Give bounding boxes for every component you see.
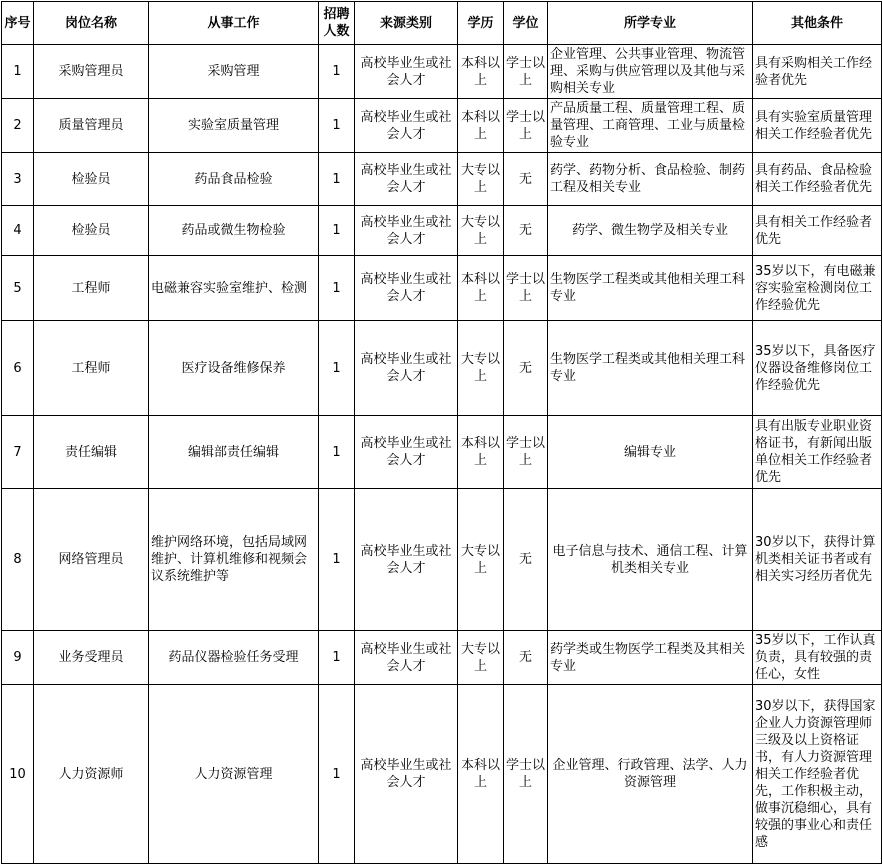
cell-education: 大专以上: [458, 153, 504, 206]
cell-count: 1: [319, 45, 355, 99]
cell-count: 1: [319, 206, 355, 256]
table-row: [2, 153, 882, 206]
cell-index: 8: [2, 489, 34, 631]
cell-other: 35岁以下，具备医疗仪器设备维修岗位工作经验优先: [753, 321, 882, 416]
cell-education: 大专以上: [458, 489, 504, 631]
cell-source: 高校毕业生或社会人才: [355, 685, 458, 864]
cell-major: 药学类或生物医学工程类及其相关专业: [548, 631, 753, 685]
cell-major: 企业管理、公共事业管理、物流管理、采购与供应管理以及其他与采购相关专业: [548, 45, 753, 99]
cell-source: 高校毕业生或社会人才: [355, 256, 458, 321]
header-cell-degree: 学位: [504, 2, 548, 45]
cell-position: 采购管理员: [34, 45, 149, 99]
cell-position: 责任编辑: [34, 416, 149, 489]
cell-index: 7: [2, 416, 34, 489]
cell-count: 1: [319, 685, 355, 864]
cell-work: 人力资源管理: [149, 685, 319, 864]
cell-index: 6: [2, 321, 34, 416]
cell-index: 9: [2, 631, 34, 685]
cell-index: 3: [2, 153, 34, 206]
table-row: [2, 256, 882, 321]
cell-index: 1: [2, 45, 34, 99]
cell-other: 35岁以下，有电磁兼容实验室检测岗位工作经验优先: [753, 256, 882, 321]
header-cell-source: 来源类别: [355, 2, 458, 45]
header-cell-index: 序号: [2, 2, 34, 45]
table-row: [2, 685, 882, 864]
cell-degree: 学士以上: [504, 99, 548, 153]
cell-source: 高校毕业生或社会人才: [355, 321, 458, 416]
cell-major: 生物医学工程类或其他相关理工科专业: [548, 321, 753, 416]
cell-education: 本科以上: [458, 256, 504, 321]
cell-source: 高校毕业生或社会人才: [355, 416, 458, 489]
cell-work: 医疗设备维修保养: [149, 321, 319, 416]
cell-degree: 无: [504, 631, 548, 685]
cell-source: 高校毕业生或社会人才: [355, 631, 458, 685]
header-cell-education: 学历: [458, 2, 504, 45]
cell-education: 本科以上: [458, 416, 504, 489]
header-cell-count: 招聘人数: [319, 2, 355, 45]
cell-work: 药品或微生物检验: [149, 206, 319, 256]
cell-other: 30岁以下，获得计算机类相关证书者或有相关实习经历者优先: [753, 489, 882, 631]
cell-index: 2: [2, 99, 34, 153]
header-cell-other: 其他条件: [753, 2, 882, 45]
cell-major: 生物医学工程类或其他相关理工科专业: [548, 256, 753, 321]
cell-other: 具有相关工作经验者优先: [753, 206, 882, 256]
cell-other: 35岁以下，工作认真负责，具有较强的责任心，女性: [753, 631, 882, 685]
cell-count: 1: [319, 631, 355, 685]
cell-other: 具有采购相关工作经验者优先: [753, 45, 882, 99]
cell-count: 1: [319, 99, 355, 153]
table-row: [2, 99, 882, 153]
cell-major: 产品质量工程、质量管理工程、质量管理、工商管理、工业与质量检验专业: [548, 99, 753, 153]
cell-degree: 无: [504, 153, 548, 206]
cell-source: 高校毕业生或社会人才: [355, 489, 458, 631]
cell-degree: 学士以上: [504, 685, 548, 864]
cell-major: 药学、药物分析、食品检验、制药工程及相关专业: [548, 153, 753, 206]
cell-work: 电磁兼容实验室维护、检测: [149, 256, 319, 321]
cell-work: 药品食品检验: [149, 153, 319, 206]
cell-education: 本科以上: [458, 685, 504, 864]
cell-position: 业务受理员: [34, 631, 149, 685]
cell-source: 高校毕业生或社会人才: [355, 99, 458, 153]
cell-count: 1: [319, 416, 355, 489]
cell-position: 工程师: [34, 321, 149, 416]
cell-degree: 无: [504, 206, 548, 256]
header-row: [2, 2, 882, 45]
cell-index: 10: [2, 685, 34, 864]
table-row: [2, 416, 882, 489]
table-row: [2, 45, 882, 99]
cell-education: 大专以上: [458, 206, 504, 256]
cell-major: 编辑专业: [548, 416, 753, 489]
cell-work: 维护网络环境，包括局域网维护、计算机维修和视频会议系统维护等: [149, 489, 319, 631]
cell-education: 本科以上: [458, 99, 504, 153]
cell-other: 30岁以下，获得国家企业人力资源管理师三级及以上资格证书，有人力资源管理相关工作经验者优先，工作积极主动，做事沉稳细心，具有较强的事业心和责任感: [753, 685, 882, 864]
cell-position: 人力资源师: [34, 685, 149, 864]
cell-position: 检验员: [34, 206, 149, 256]
cell-education: 大专以上: [458, 631, 504, 685]
cell-work: 药品仪器检验任务受理: [149, 631, 319, 685]
cell-count: 1: [319, 153, 355, 206]
cell-work: 实验室质量管理: [149, 99, 319, 153]
cell-major: 企业管理、行政管理、法学、人力资源管理: [548, 685, 753, 864]
cell-work: 编辑部责任编辑: [149, 416, 319, 489]
cell-index: 4: [2, 206, 34, 256]
cell-position: 检验员: [34, 153, 149, 206]
cell-source: 高校毕业生或社会人才: [355, 206, 458, 256]
header-cell-work: 从事工作: [149, 2, 319, 45]
table-row: [2, 631, 882, 685]
cell-count: 1: [319, 321, 355, 416]
table-row: [2, 206, 882, 256]
cell-count: 1: [319, 256, 355, 321]
cell-major: 电子信息与技术、通信工程、计算机类相关专业: [548, 489, 753, 631]
cell-other: 具有药品、食品检验相关工作经验者优先: [753, 153, 882, 206]
cell-position: 工程师: [34, 256, 149, 321]
cell-education: 大专以上: [458, 321, 504, 416]
cell-other: 具有出版专业职业资格证书，有新闻出版单位相关工作经验者优先: [753, 416, 882, 489]
cell-degree: 学士以上: [504, 256, 548, 321]
cell-work: 采购管理: [149, 45, 319, 99]
cell-count: 1: [319, 489, 355, 631]
cell-degree: 无: [504, 489, 548, 631]
cell-source: 高校毕业生或社会人才: [355, 153, 458, 206]
table-row: [2, 489, 882, 631]
table-row: [2, 321, 882, 416]
cell-major: 药学、微生物学及相关专业: [548, 206, 753, 256]
cell-degree: 学士以上: [504, 45, 548, 99]
cell-position: 网络管理员: [34, 489, 149, 631]
cell-other: 具有实验室质量管理相关工作经验者优先: [753, 99, 882, 153]
cell-index: 5: [2, 256, 34, 321]
cell-source: 高校毕业生或社会人才: [355, 45, 458, 99]
cell-degree: 无: [504, 321, 548, 416]
cell-degree: 学士以上: [504, 416, 548, 489]
recruitment-table: [1, 1, 882, 864]
header-cell-position: 岗位名称: [34, 2, 149, 45]
cell-education: 本科以上: [458, 45, 504, 99]
cell-position: 质量管理员: [34, 99, 149, 153]
header-cell-major: 所学专业: [548, 2, 753, 45]
